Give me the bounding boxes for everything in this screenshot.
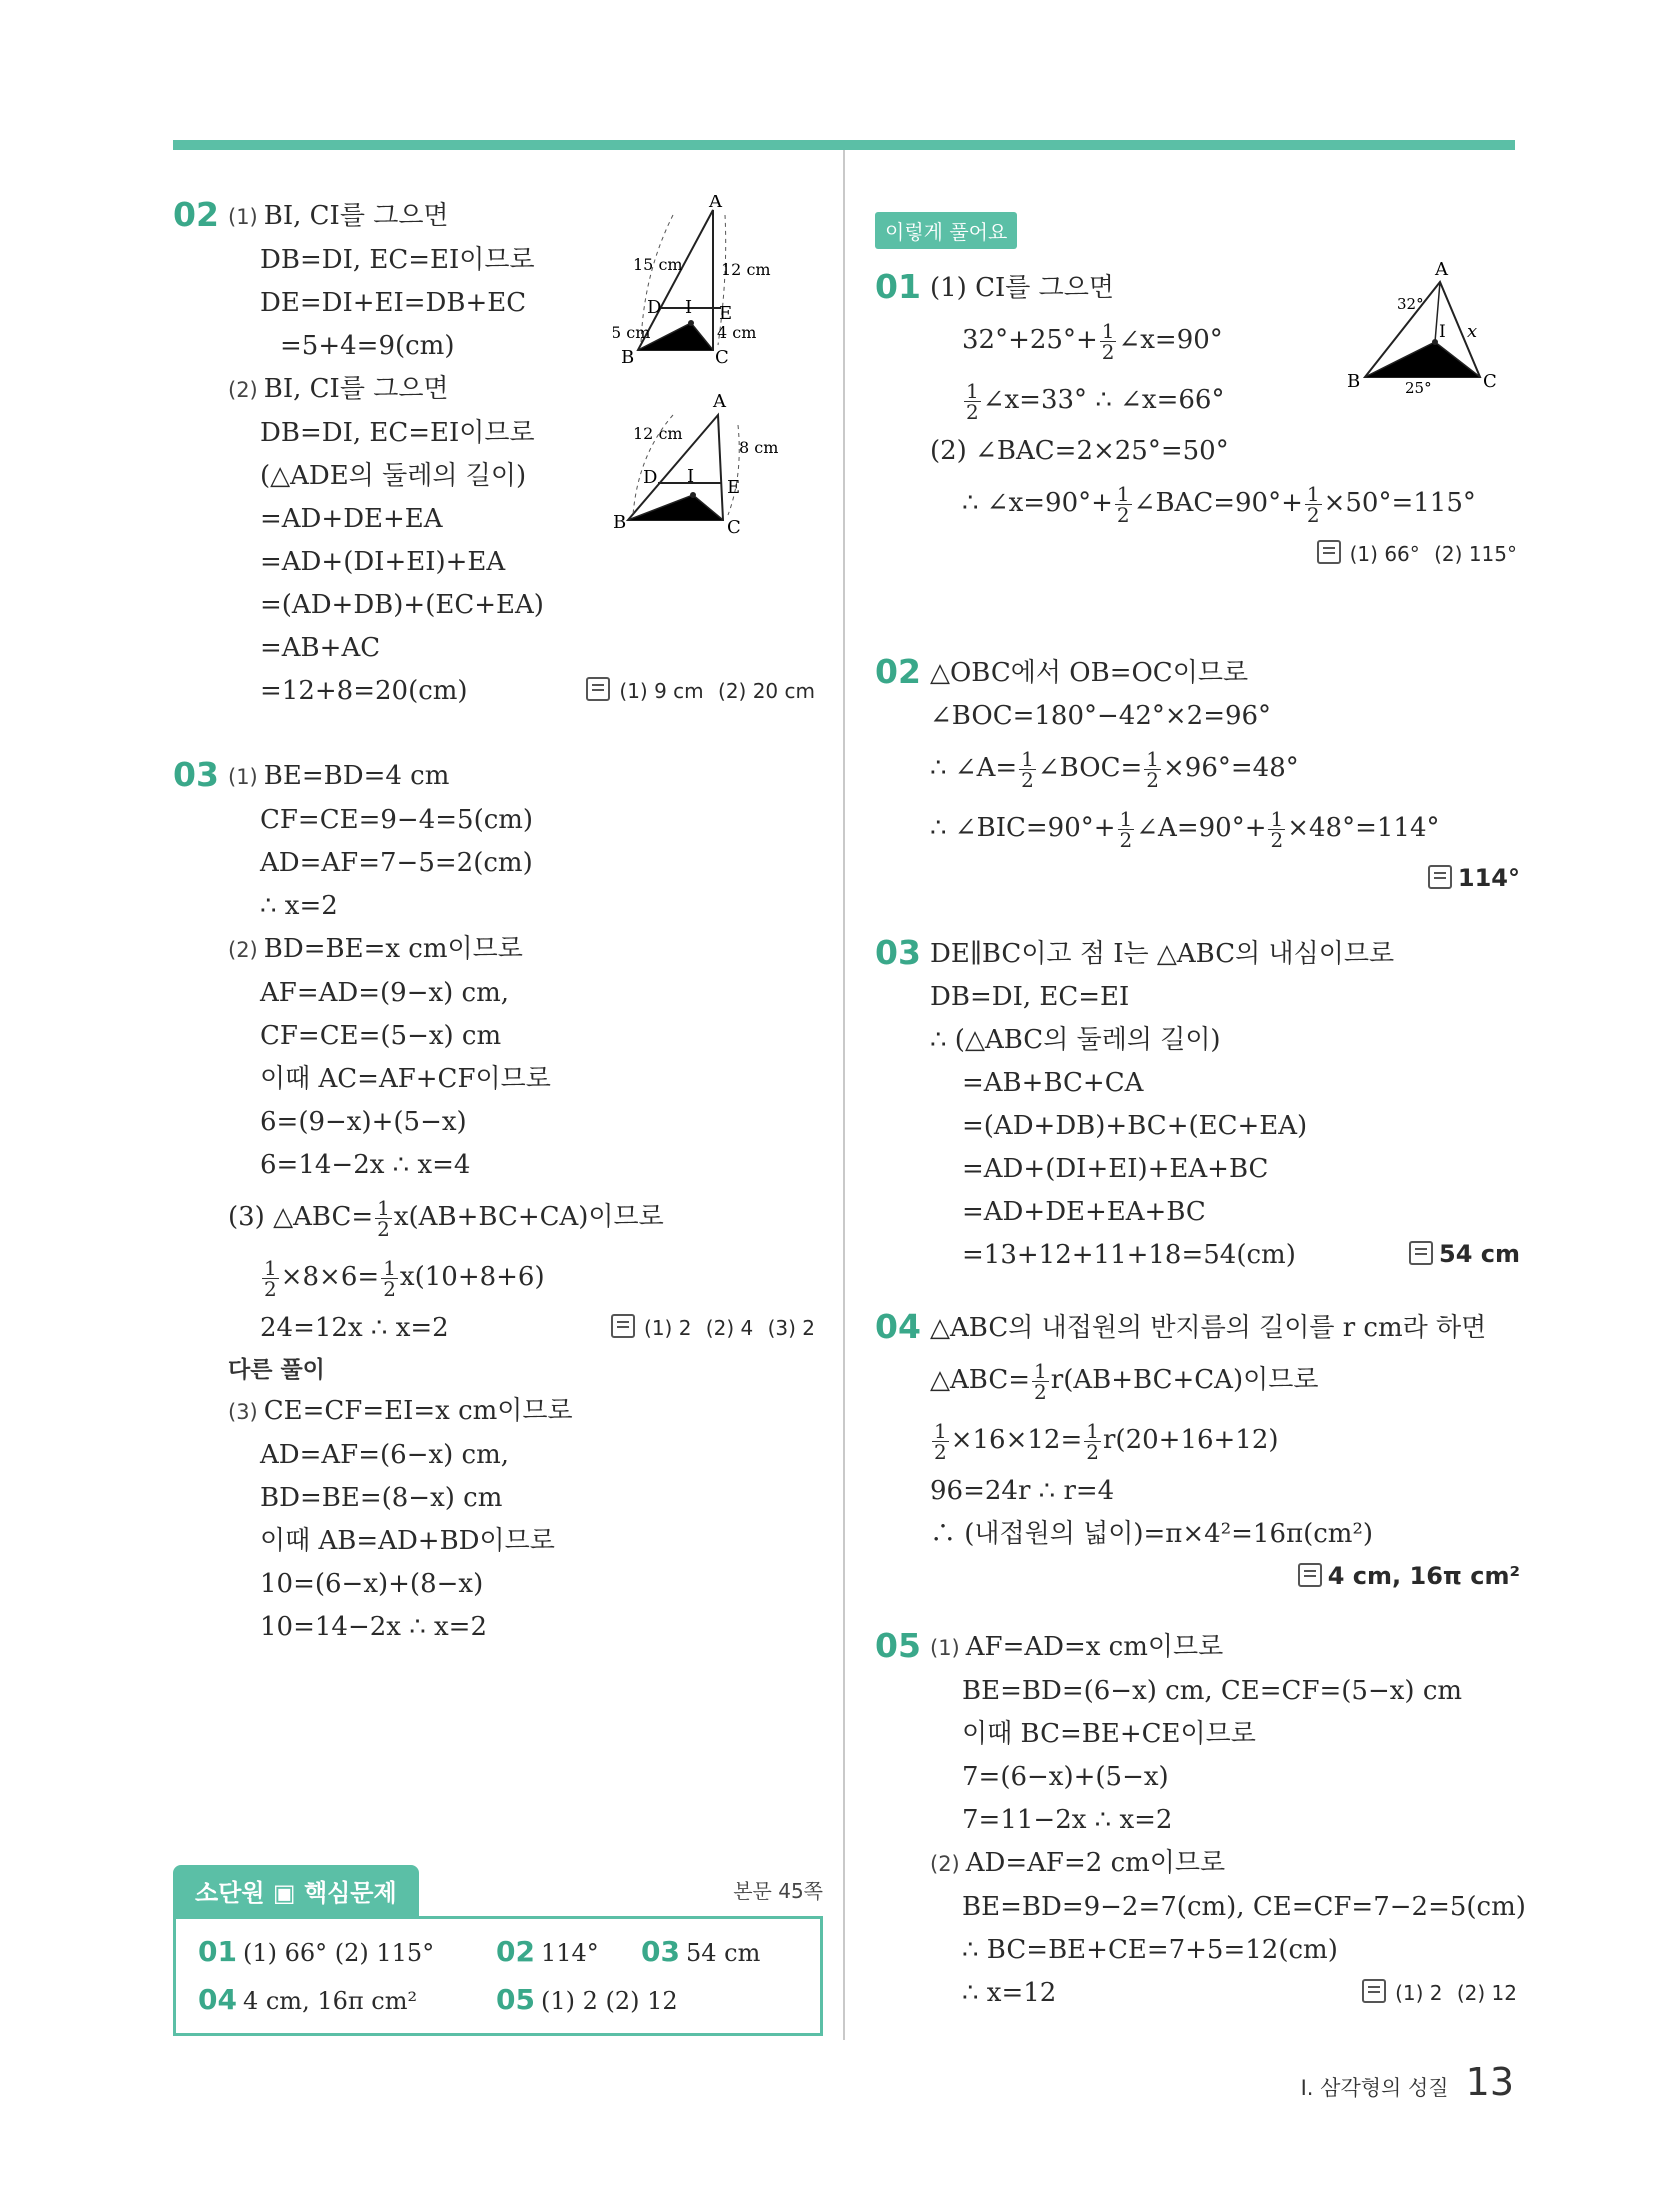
label-D: D bbox=[647, 297, 662, 318]
line: (1) CI를 그으면 bbox=[930, 273, 1114, 303]
line: 이때 BC=BE+CE이므로 bbox=[962, 1719, 1256, 1749]
label-D: D bbox=[643, 467, 658, 488]
line: ∴ ∠x=90°+ $\frac{1}{2}$ ∠BAC=90°+ $\frac{1}{2}$ ×50°=115° bbox=[962, 481, 1476, 527]
label-I: I bbox=[687, 466, 695, 487]
solution-body bbox=[930, 1626, 1526, 2015]
answer-icon bbox=[1362, 1979, 1386, 2003]
line: △ABC의 내접원의 반지름의 길이를 r cm라 하면 bbox=[930, 1313, 1487, 1343]
fraction: $\frac{1}{2}$ bbox=[966, 378, 979, 424]
line: 이때 AB=AD+BD이므로 bbox=[260, 1526, 555, 1556]
line: =AB+AC bbox=[260, 633, 381, 663]
summary-tab: 소단원 ▣ 핵심문제 bbox=[173, 1865, 419, 1916]
fraction: $\frac{1}{2}$ bbox=[383, 1255, 396, 1301]
length-label: 4 cm bbox=[717, 323, 757, 342]
problem-04 bbox=[875, 1307, 1520, 1596]
fraction: $\frac{1}{2}$ bbox=[1306, 481, 1320, 527]
line: 96=24r ∴ r=4 bbox=[930, 1476, 1115, 1506]
line: (3) △ABC= $\frac{1}{2}$ x(AB+BC+CA)이므로 bbox=[228, 1195, 664, 1241]
line: $\frac{1}{2}$ ∠x=33° ∴ ∠x=66° bbox=[966, 378, 1225, 424]
left-column bbox=[173, 195, 818, 1649]
label-B: B bbox=[613, 512, 627, 533]
line: CF=CE=(5−x) cm bbox=[260, 1021, 502, 1051]
angle-label: 25° bbox=[1405, 379, 1432, 397]
fraction: $\frac{1}{2}$ bbox=[264, 1255, 277, 1301]
triangle-figure-2 bbox=[613, 385, 813, 545]
line: ∴ (△ABC의 둘레의 길이) bbox=[930, 1025, 1221, 1055]
label-C: C bbox=[1483, 371, 1497, 392]
problem-number: 03 bbox=[173, 755, 219, 794]
problem-03 bbox=[173, 755, 818, 1649]
right-column bbox=[875, 212, 1526, 2015]
line: 10=14−2x ∴ x=2 bbox=[260, 1612, 488, 1642]
problem-02 bbox=[173, 195, 818, 755]
problem-number: 01 bbox=[875, 267, 921, 306]
line: DB=DI, EC=EI이므로 bbox=[260, 245, 535, 275]
solution-body bbox=[930, 652, 1520, 898]
line: 7=11−2x ∴ x=2 bbox=[962, 1805, 1173, 1835]
line: 10=(6−x)+(8−x) bbox=[260, 1569, 484, 1599]
line: ∴ BC=BE+CE=7+5=12(cm) bbox=[962, 1935, 1338, 1965]
length-label: 8 cm bbox=[739, 438, 779, 457]
length-label: 12 cm bbox=[633, 424, 683, 443]
summary-content bbox=[173, 1916, 823, 2036]
line: =5+4=9(cm) bbox=[280, 331, 455, 361]
fraction: $\frac{1}{2}$ bbox=[1119, 806, 1133, 852]
line: =(AD+DB)+(EC+EA) bbox=[260, 590, 544, 620]
length-label: 12 cm bbox=[721, 260, 771, 279]
line: =AD+DE+EA+BC bbox=[962, 1197, 1206, 1227]
line: =AD+(DI+EI)+EA+BC bbox=[962, 1154, 1269, 1184]
triangle-figure-1 bbox=[613, 195, 813, 365]
line: DB=DI, EC=EI bbox=[930, 982, 1130, 1012]
line: 24=12x ∴ x=2 (1) 2 (2) 4 (3) 2 bbox=[228, 1307, 818, 1350]
line: (2) ∠BAC=2×25°=50° bbox=[930, 436, 1229, 466]
chapter-title: I. 삼각형의 성질 bbox=[1300, 2076, 1449, 2100]
label-A: A bbox=[1435, 259, 1448, 280]
answer-icon bbox=[611, 1314, 635, 1338]
line: ∴ x=12 (1) 2 (2) 12 bbox=[930, 1972, 1520, 2015]
line: BE=BD=(6−x) cm, CE=CF=(5−x) cm bbox=[962, 1676, 1463, 1706]
summary-item: 02 114° bbox=[496, 1935, 599, 1968]
summary-item: 01 (1) 66° (2) 115° bbox=[198, 1935, 435, 1968]
line: AF=AD=(9−x) cm, bbox=[260, 978, 510, 1008]
line: ∴ x=2 bbox=[260, 891, 338, 921]
answer: (1) 2 (2) 4 (3) 2 bbox=[611, 1307, 818, 1348]
label-I: I bbox=[685, 297, 693, 318]
line: BE=BD=9−2=7(cm), CE=CF=7−2=5(cm) bbox=[962, 1892, 1526, 1922]
answer-icon bbox=[1317, 540, 1341, 564]
label-I: I bbox=[1439, 322, 1446, 342]
line: (2) BI, CI를 그으면 bbox=[228, 374, 449, 404]
problem-number: 03 bbox=[875, 933, 921, 972]
line: ∴ ∠BIC=90°+ $\frac{1}{2}$ ∠A=90°+ $\frac{1}{2}$ ×48°=114° bbox=[930, 806, 1440, 852]
summary-item: 05 (1) 2 (2) 12 bbox=[496, 1983, 678, 2016]
line: =13+12+11+18=54(cm) 54 cm bbox=[930, 1234, 1520, 1277]
line: =AD+(DI+EI)+EA bbox=[260, 547, 506, 577]
label-A: A bbox=[713, 391, 726, 412]
fraction: $\frac{1}{2}$ bbox=[377, 1195, 390, 1241]
page-number: 13 bbox=[1465, 2060, 1514, 2104]
fraction: $\frac{1}{2}$ bbox=[1021, 746, 1034, 792]
line: 7=(6−x)+(5−x) bbox=[962, 1762, 1169, 1792]
length-label: 15 cm bbox=[633, 255, 683, 274]
line: (3) CE=CF=EI=x cm이므로 bbox=[228, 1396, 573, 1426]
line: (2) BD=BE=x cm이므로 bbox=[228, 934, 523, 964]
answer-icon bbox=[1298, 1563, 1322, 1587]
line: △OBC에서 OB=OC이므로 bbox=[930, 658, 1249, 688]
answer: (1) 2 (2) 12 bbox=[1362, 1972, 1520, 2013]
answer: 54 cm bbox=[1409, 1234, 1520, 1274]
answer: (1) 9 cm (2) 20 cm bbox=[586, 670, 818, 711]
length-label: 5 cm bbox=[613, 323, 651, 342]
line: DE=DI+EI=DB+EC bbox=[260, 288, 527, 318]
label-B: B bbox=[621, 347, 635, 365]
answer: 4 cm, 16π cm² bbox=[930, 1556, 1520, 1596]
line: 6=14−2x ∴ x=4 bbox=[260, 1150, 471, 1180]
solution-body bbox=[930, 1307, 1520, 1596]
line: AD=AF=7−5=2(cm) bbox=[260, 848, 533, 878]
line: 32°+25°+ $\frac{1}{2}$ ∠x=90° bbox=[962, 318, 1223, 364]
problem-number: 04 bbox=[875, 1307, 921, 1346]
label-C: C bbox=[727, 517, 741, 538]
answer-icon bbox=[1409, 1241, 1433, 1265]
fraction: $\frac{1}{2}$ bbox=[1146, 746, 1159, 792]
label-C: C bbox=[715, 347, 729, 365]
line: (1) BE=BD=4 cm bbox=[228, 761, 450, 791]
summary-item: 03 54 cm bbox=[641, 1935, 761, 1968]
angle-label: 32° bbox=[1397, 295, 1424, 313]
line: =(AD+DB)+BC+(EC+EA) bbox=[962, 1111, 1308, 1141]
line: 6=(9−x)+(5−x) bbox=[260, 1107, 467, 1137]
line: △ABC= $\frac{1}{2}$ r(AB+BC+CA)이므로 bbox=[930, 1358, 1319, 1404]
line: (1) BI, CI를 그으면 bbox=[228, 201, 449, 231]
problem-05 bbox=[875, 1626, 1526, 2015]
line: $\frac{1}{2}$ ×8×6= $\frac{1}{2}$ x(10+8+6) bbox=[264, 1255, 545, 1301]
line: (2) AD=AF=2 cm이므로 bbox=[930, 1848, 1226, 1878]
line: $\frac{1}{2}$ ×16×12= $\frac{1}{2}$ r(20+16+12) bbox=[934, 1418, 1279, 1464]
line: 이때 AC=AF+CF이므로 bbox=[260, 1064, 551, 1094]
fraction: $\frac{1}{2}$ bbox=[1034, 1358, 1047, 1404]
problem-02-right bbox=[875, 652, 1520, 898]
line: =AD+DE+EA bbox=[260, 504, 443, 534]
answer: 114° bbox=[930, 858, 1520, 898]
problem-number: 02 bbox=[173, 195, 219, 234]
answer-icon bbox=[1428, 865, 1452, 889]
line: AD=AF=(6−x) cm, bbox=[260, 1440, 510, 1470]
line: (1) AF=AD=x cm이므로 bbox=[930, 1632, 1224, 1662]
label-E: E bbox=[727, 477, 741, 498]
label-B: B bbox=[1347, 371, 1361, 392]
top-accent-bar bbox=[173, 140, 1515, 150]
answer-icon bbox=[586, 677, 610, 701]
answer: (1) 66° (2) 115° bbox=[930, 533, 1520, 574]
triangle-figure-3 bbox=[1345, 257, 1525, 397]
line: DE∥BC이고 점 I는 △ABC의 내심이므로 bbox=[930, 939, 1395, 969]
solution-body bbox=[930, 933, 1520, 1277]
label-E: E bbox=[719, 303, 733, 324]
line: ∠BOC=180°−42°×2=96° bbox=[930, 701, 1272, 731]
problem-number: 05 bbox=[875, 1626, 921, 1665]
fraction: $\frac{1}{2}$ bbox=[1086, 1418, 1099, 1464]
page-reference: 본문 45쪽 bbox=[733, 1879, 823, 1903]
line: =12+8=20(cm) (1) 9 cm (2) 20 cm bbox=[228, 670, 818, 713]
problem-03-right bbox=[875, 933, 1520, 1277]
section-tag: 이렇게 풀어요 bbox=[875, 212, 1017, 249]
fraction: $\frac{1}{2}$ bbox=[1270, 806, 1284, 852]
problem-number: 02 bbox=[875, 652, 921, 691]
page-footer bbox=[1301, 2060, 1514, 2104]
problem-01 bbox=[875, 259, 1520, 637]
line: BD=BE=(8−x) cm bbox=[260, 1483, 503, 1513]
line: CF=CE=9−4=5(cm) bbox=[260, 805, 534, 835]
line: ∴ (내접원의 넓이)=π×4²=16π(cm²) bbox=[930, 1519, 1374, 1549]
fraction: $\frac{1}{2}$ bbox=[1116, 481, 1130, 527]
alternative-solution-title: 다른 풀이 bbox=[228, 1357, 325, 1383]
solution-body bbox=[228, 755, 818, 1649]
summary-item: 04 4 cm, 16π cm² bbox=[198, 1983, 418, 2016]
label-x: x bbox=[1467, 321, 1478, 342]
line: =AB+BC+CA bbox=[962, 1068, 1144, 1098]
fraction: $\frac{1}{2}$ bbox=[1101, 318, 1115, 364]
line: ∴ ∠A= $\frac{1}{2}$ ∠BOC= $\frac{1}{2}$ ×96°=48° bbox=[930, 746, 1299, 792]
summary-box bbox=[173, 1865, 823, 2036]
line: (△ADE의 둘레의 길이) bbox=[260, 461, 527, 491]
column-divider bbox=[843, 150, 845, 2040]
label-A: A bbox=[709, 195, 722, 212]
line: DB=DI, EC=EI이므로 bbox=[260, 418, 535, 448]
fraction: $\frac{1}{2}$ bbox=[934, 1418, 947, 1464]
